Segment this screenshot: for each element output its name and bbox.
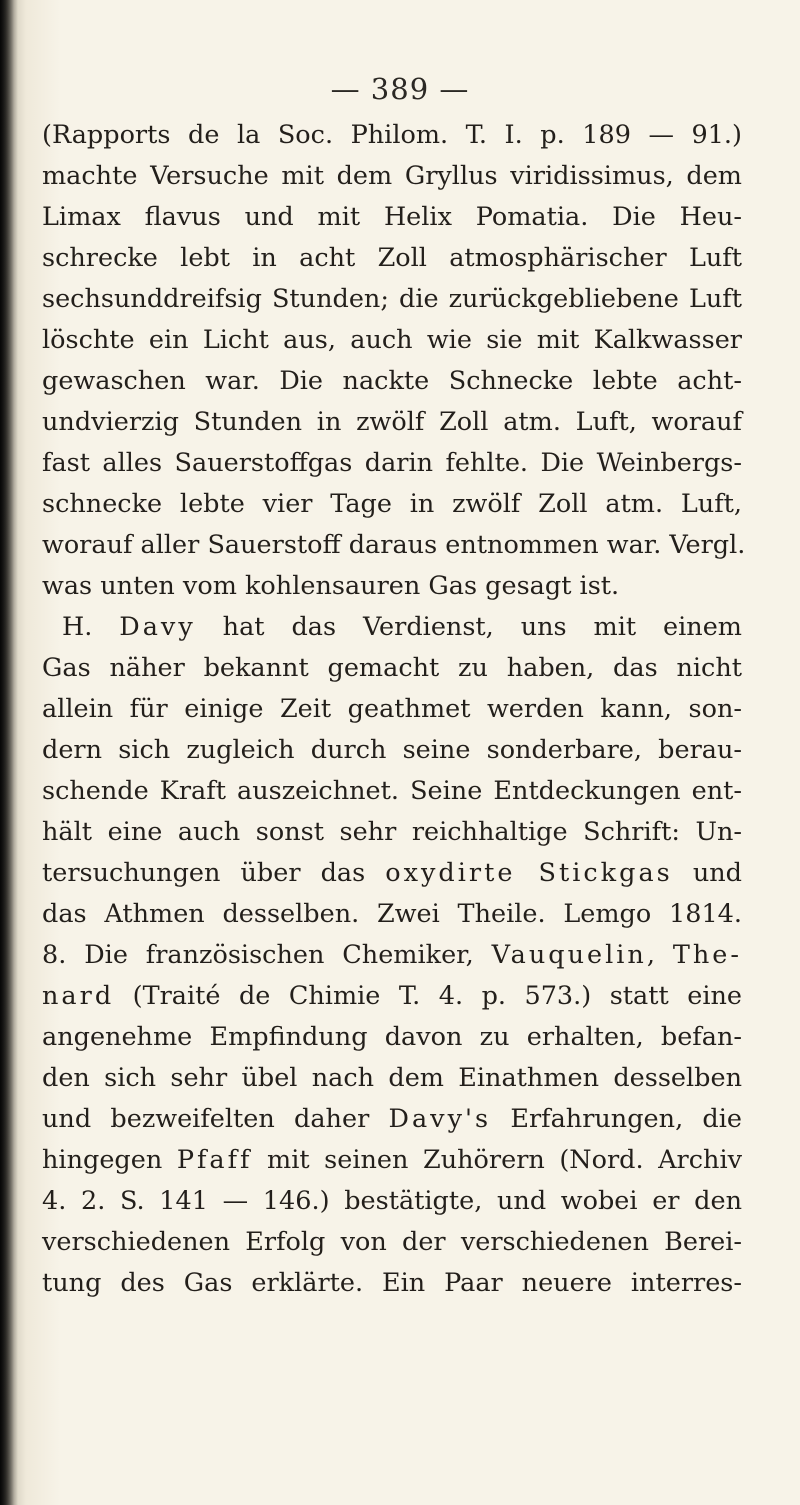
emphasized-name: Davy's xyxy=(388,1104,492,1134)
binding-shadow xyxy=(0,0,18,1505)
text-line xyxy=(42,607,742,648)
text-run: den sich sehr übel nach dem Einathmen desselben xyxy=(42,1063,742,1093)
text-run: löschte ein Licht aus, auch wie sie mit Kalkwasser xyxy=(42,325,742,355)
text-line xyxy=(42,1017,742,1058)
text-line xyxy=(42,525,746,566)
emphasized-name: Vauquelin xyxy=(491,940,647,970)
text-run: tung des Gas erklärte. Ein Paar neuere interres- xyxy=(42,1268,742,1298)
text-line xyxy=(42,156,742,197)
text-run: (Traité de Chimie T. 4. p. 573.) statt eine xyxy=(114,981,742,1011)
text-run: dern sich zugleich durch seine sonderbare, berau- xyxy=(42,735,742,765)
text-run: allein für einige Zeit geathmet werden kann, son- xyxy=(42,694,742,724)
text-run: und xyxy=(672,858,742,888)
text-line xyxy=(42,320,742,361)
text-line xyxy=(42,894,742,935)
text-run: was unten vom kohlensauren Gas gesagt ist. xyxy=(42,571,620,601)
text-line xyxy=(42,730,742,771)
text-run: 4. 2. S. 141 — 146.) bestätigte, und wobei er den xyxy=(42,1186,742,1216)
text-run: verschiedenen Erfolg von der verschiedenen Berei- xyxy=(42,1227,742,1257)
text-run: undvierzig Stunden in zwölf Zoll atm. Luft, worauf xyxy=(42,407,742,437)
text-line xyxy=(42,976,742,1017)
page-number: — 389 — xyxy=(330,72,470,106)
emphasized-name: Davy xyxy=(119,612,196,642)
text-run: mit seinen Zuhörern (Nord. Archiv xyxy=(252,1145,743,1175)
emphasized-name: The- xyxy=(672,940,742,970)
text-line xyxy=(42,238,742,279)
text-line xyxy=(42,484,742,525)
emphasized-name: Pfaff xyxy=(176,1145,253,1175)
text-line xyxy=(42,361,742,402)
text-run: schende Kraft auszeichnet. Seine Entdeckungen ent- xyxy=(42,776,742,806)
text-run: hingegen xyxy=(42,1145,177,1175)
text-run: hat das Verdienst, uns mit einem xyxy=(195,612,742,642)
text-run: worauf aller Sauerstoff daraus entnommen war. Vergl. xyxy=(42,530,746,560)
text-run: Limax flavus und mit Helix Pomatia. Die Heu- xyxy=(42,202,742,232)
text-run: schrecke lebt in acht Zoll atmosphärischer Luft xyxy=(42,243,742,273)
text-run: gewaschen war. Die nackte Schnecke lebte acht- xyxy=(42,366,742,396)
text-run: (Rapports de la Soc. Philom. T. I. p. 189 — 91.) xyxy=(42,120,742,150)
text-line xyxy=(42,812,742,853)
text-line xyxy=(42,935,742,976)
text-run: 8. Die französischen Chemiker, xyxy=(42,940,492,970)
text-run: machte Versuche mit dem Gryllus viridissimus, dem xyxy=(42,161,742,191)
text-line xyxy=(42,197,742,238)
text-line xyxy=(42,648,742,689)
text-run: Gas näher bekannt gemacht zu haben, das nicht xyxy=(42,653,742,683)
text-line xyxy=(42,689,742,730)
text-line xyxy=(42,1181,742,1222)
text-run: hält eine auch sonst sehr reichhaltige Schrift: Un- xyxy=(42,817,742,847)
text-run: fast alles Sauerstoffgas darin fehlte. Die Weinbergs- xyxy=(42,448,742,478)
text-line xyxy=(42,1263,742,1304)
text-line xyxy=(42,1099,742,1140)
emphasized-name: oxydirte Stickgas xyxy=(385,858,673,888)
text-line xyxy=(42,1140,742,1181)
text-line xyxy=(42,402,742,443)
text-run: tersuchungen über das xyxy=(42,858,386,888)
text-line xyxy=(42,853,742,894)
body-text xyxy=(42,115,746,1304)
text-run: schnecke lebte vier Tage in zwölf Zoll atm. Luft, xyxy=(42,489,742,519)
text-line xyxy=(42,279,742,320)
text-line xyxy=(42,1222,742,1263)
text-run: und bezweifelten daher xyxy=(42,1104,389,1134)
text-line xyxy=(42,1058,742,1099)
text-run: das Athmen desselben. Zwei Theile. Lemgo 1814. xyxy=(42,899,742,929)
text-run: Erfahrungen, die xyxy=(491,1104,742,1134)
text-run: , xyxy=(646,940,673,970)
text-run: sechsunddreifsig Stunden; die zurückgebliebene Luft xyxy=(42,284,742,314)
text-line xyxy=(42,771,742,812)
text-line xyxy=(42,566,742,607)
text-run: H. xyxy=(62,612,120,642)
text-run: angenehme Empfindung davon zu erhalten, befan- xyxy=(42,1022,742,1052)
text-line xyxy=(42,443,742,484)
text-line xyxy=(42,115,742,156)
emphasized-name: nard xyxy=(42,981,115,1011)
